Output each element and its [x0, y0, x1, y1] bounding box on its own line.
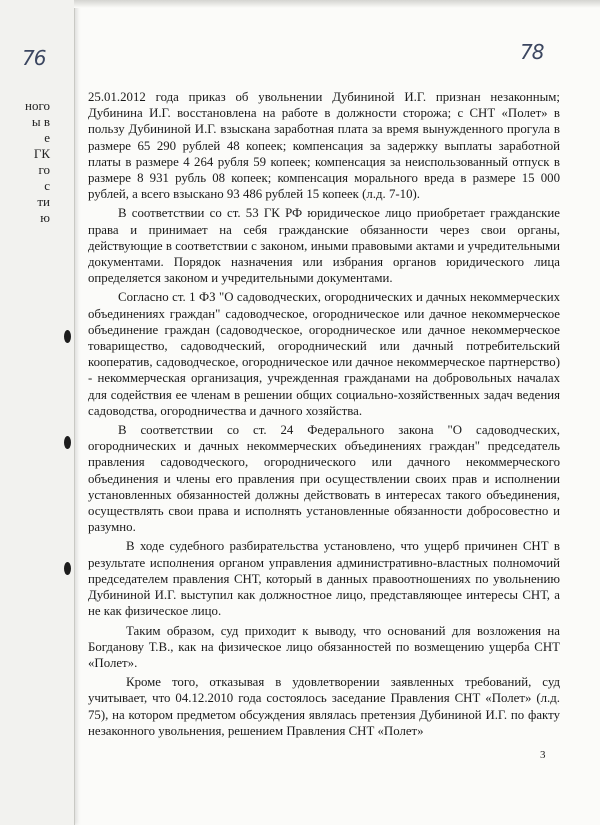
paragraph-court-decision: 25.01.2012 года приказ об увольнении Дубининой И.Г. признан незаконным; Дубинина И.Г. восстановлена на работе в должности сторожа; с СНТ «Полет» в пользу Дубининой И.Г. взыскана заработная плата за время вынужденного прогула в размере 65 290 рублей 48 копеек; компенсация за задержку выплаты заработной платы в размере 4 264 рубля 59 копеек; компенсация за неиспользованный отпуск в размере 8 931 рубль 08 копеек; компенсация морального вреда в размере 15 000 рублей, а всего взыскано 93 486 рублей 15 копеек (л.д. 7-10). [88, 90, 560, 202]
underlying-text-line: ы в [31, 114, 50, 129]
paragraph-fz-article-24: В соответствии со ст. 24 Федерального закона "О садоводческих, огороднических и дачных некоммерческих объединениях граждан" председатель правления садоводческого, огороднического или дачного некоммерческого объединения и члены его правления при осуществлении своих прав и исполнении установленных обязанностей должны действовать в интересах такого объединения, осуществлять свои права и исполнять установленные обязанности добросовестно и разумно. [88, 423, 560, 535]
underlying-text-line: ти [37, 194, 50, 209]
handwritten-page-mark-right: 78 [520, 40, 544, 64]
underlying-text-line: с [44, 178, 50, 193]
page-number: 3 [540, 749, 546, 761]
underlying-text-line: ного [25, 98, 50, 113]
document-body [88, 89, 560, 742]
underlying-text-line: го [38, 162, 50, 177]
underlying-text-line: ГК [33, 146, 50, 161]
handwritten-page-mark-left: 76 [22, 46, 46, 70]
binding-hole [64, 436, 71, 449]
paragraph-additional-grounds: Кроме того, отказывая в удовлетворении заявленных требований, суд учитывает, что 04.12.2010 года состоялось заседание Правления СНТ «Полет» (л.д. 75), на котором предметом обсуждения являлась претензия Дубининой И.Г. по факту незаконного увольнения, решением Правления СНТ «Полет» [88, 675, 560, 738]
paragraph-conclusion: Таким образом, суд приходит к выводу, что оснований для возложения на Богданову Т.В., как на физическое лицо обязанностей по возмещению ущерба СНТ «Полет». [88, 623, 560, 670]
binding-hole [64, 330, 71, 343]
page-top-edge [74, 0, 600, 8]
paragraph-gk-article-53: В соответствии со ст. 53 ГК РФ юридическое лицо приобретает гражданские права и принимает на себя гражданские обязанности через свои органы, действующие в соответствии с законом, иными правовыми актами и учредительными документами. Порядок назначения или избрания органов юридического лица определяется законом и учредительными документами. [88, 206, 560, 286]
paragraph-fz-article-1: Согласно ст. 1 ФЗ "О садоводческих, огороднических и дачных некоммерческих объединениях граждан" садоводческое, огородническое или дачное некоммерческое объединение граждан (садоводческое, огородническое или дачное некоммерческое товарищество, садоводческий, огороднический или дачный потребительский кооператив, садоводческое, огородническое или дачное некоммерческое партнерство) - некоммерческая организация, учрежденная гражданами на добровольных началах для содействия ее членам в решении общих социально-хозяйственных задач ведения садоводства, огородничества и дачного хозяйства. [88, 290, 560, 418]
underlying-text-line: ю [40, 210, 50, 225]
underlying-text-line: е [44, 130, 50, 145]
underlying-sheet [0, 0, 75, 825]
paragraph-court-findings: В ходе судебного разбирательства установлено, что ущерб причинен СНТ в результате исполнения органом управления административно-властных полномочий председателем правления СНТ, который в данных правоотношениях по увольнению Дубининой И.Г. выступил как должностное лицо, представляющее интересы СНТ, а не как физическое лицо. [88, 539, 560, 619]
binding-hole [64, 562, 71, 575]
